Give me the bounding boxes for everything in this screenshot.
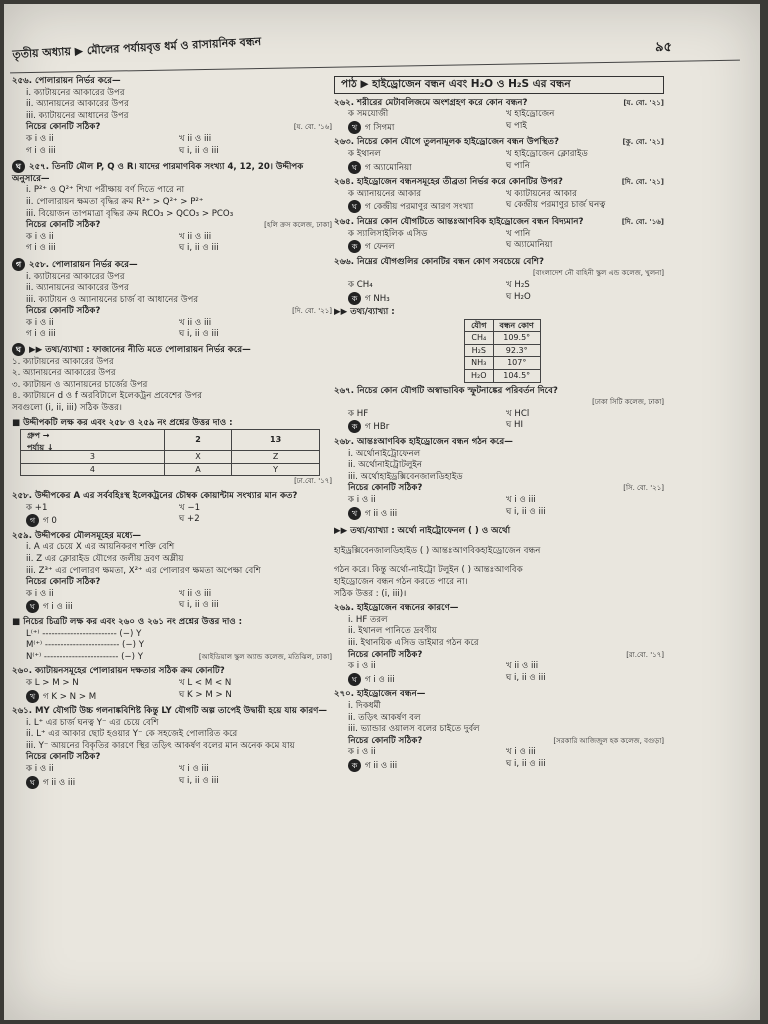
question-stem: ২৬১. MY যৌগটি উচ্চ গলনাঙ্কবিশিষ্ট কিন্তু LY যৌগটি অল্প তাপেই উদ্বায়ী হয়ে যায় কারণ—: [12, 706, 327, 717]
explanation: [12, 343, 332, 415]
question-262: [12, 706, 332, 789]
question-268: [334, 386, 664, 434]
left-column: [12, 76, 332, 792]
stimulus-title: ■ উদ্দীপকটি লক্ষ কর এবং ২৫৮ ও ২৫৯ নং প্রশ্নের উত্তর দাও :: [12, 417, 233, 428]
option[interactable]: ঘ H₂O: [506, 291, 531, 302]
prompt: নিচের কোনটি সঠিক?: [26, 752, 101, 763]
page-number: ৯৫: [655, 40, 672, 55]
option[interactable]: গ i ও iii: [26, 243, 56, 254]
statement: ii. Z এর ক্লোরাইড যৌগের জলীয় দ্রবণ অম্লীয়: [26, 553, 184, 564]
option: গ কেন্দ্রীয় পরমাণুর আরণ সংখ্যা: [365, 202, 474, 213]
answer-badge: ক: [348, 420, 361, 433]
source-line: [334, 397, 664, 409]
options: [334, 409, 664, 434]
option: গ NH₃: [365, 293, 390, 304]
option[interactable]: খ −1: [179, 502, 201, 513]
element-cell: Z: [232, 451, 320, 464]
source-line: [334, 268, 664, 280]
table-row: [465, 357, 541, 370]
option[interactable]: খ L < M < N: [179, 677, 232, 688]
option[interactable]: খ হাইড্রোজেন ক্লোরাইড: [506, 148, 588, 159]
statement: iii. Y⁻ আয়নের বিকৃতির কারণে স্থির তড়িৎ আকর্ষণ বলের মান অনেক কমে যায়: [26, 740, 295, 751]
option: গ ফেনল: [365, 242, 395, 253]
question-stem-line: [12, 258, 332, 272]
statement: ii. তড়িৎ আকর্ষণ বল: [348, 712, 421, 723]
answer-badge: ক: [348, 292, 361, 305]
option-with-answer[interactable]: [26, 776, 179, 790]
table-header: বন্ধন কোণ: [493, 319, 540, 332]
question-stem: ২৫৮. উদ্দীপকের A এর সর্ববহিঃস্থ ইলেকট্রনের চৌম্বক কোয়ান্টাম সংখ্যার মান কত?: [12, 491, 298, 501]
prompt-line: [334, 736, 664, 748]
stimulus-table-block: [12, 418, 332, 488]
option[interactable]: ঘ অ্যামোনিয়া: [506, 240, 553, 251]
option[interactable]: খ i ও iii: [179, 764, 209, 775]
answer-badge: ঘ: [12, 160, 25, 173]
option[interactable]: ক সমযোজী: [348, 109, 389, 120]
question-stem: ২৬৩. নিচের কোন যৌগে তুলনামূলক হাইড্রোজেন বন্ধন উপস্থিত?: [334, 137, 559, 148]
prompt: নিচের কোনটি সঠিক?: [26, 306, 101, 317]
statement: i. A এর চেয়ে X এর আয়নিকরণ শক্তি বেশি: [26, 542, 175, 553]
options: [12, 764, 332, 789]
option: গ ii ও iii: [43, 777, 76, 788]
option[interactable]: ঘ K > M > N: [179, 689, 232, 700]
question-stem: ২৬৪. হাইড্রোজেন বন্ধনসমূহের তীব্রতা নির্ভর করে কোনটির উপর?: [334, 177, 563, 188]
option[interactable]: ক i ও ii: [26, 764, 54, 775]
answer-badge: ক: [348, 759, 361, 772]
option[interactable]: ক স্যালিসাইলিক এসিড: [348, 228, 428, 239]
option[interactable]: ক ইথানল: [348, 148, 381, 159]
options: [334, 661, 664, 686]
option[interactable]: ক i ও ii: [348, 747, 376, 758]
option[interactable]: ক HF: [348, 408, 369, 419]
prompt: নিচের কোনটি সঠিক?: [348, 649, 423, 660]
question-stem: ২৬৬. নিম্নের যৌগগুলির কোনটির বন্ধন কোণ সবচেয়ে বেশি?: [334, 256, 544, 267]
option[interactable]: খ H₂S: [506, 279, 530, 290]
explanation-line: ▶▶ তথ্য/ব্যাখ্যা : অর্থো নাইট্রোফেনল ( ) ও অর্থো: [334, 526, 511, 537]
compound-cell: H₂O: [465, 370, 494, 383]
option: গ অ্যামোনিয়া: [365, 162, 412, 173]
section-banner: পাঠ ▶ হাইড্রোজেন বন্ধন এবং H₂O ও H₂S এর বন্ধন: [334, 76, 664, 94]
option[interactable]: ঘ +2: [179, 514, 200, 525]
option-with-answer[interactable]: [26, 690, 179, 704]
group-label: গ্রুপ →: [27, 431, 50, 441]
option: গ i ও iii: [365, 674, 395, 685]
statement: ii. L⁺ এর আকার ছোট হওয়ার Y⁻ কে সহজেই পোলারিত করে: [26, 729, 238, 740]
prompt-line: [334, 483, 664, 495]
question-261: [12, 666, 332, 703]
option-with-answer[interactable]: [348, 673, 506, 687]
option[interactable]: ঘ i, ii ও iii: [506, 758, 546, 769]
option[interactable]: খ i ও iii: [506, 495, 536, 505]
table-header: যৌগ: [465, 319, 494, 332]
statement: iii. অর্থোহাইড্রক্সিবেনজালডিহাইড: [348, 471, 463, 482]
statement: i. ক্যাটায়নের আকারের উপর: [26, 87, 125, 98]
option: গ HBr: [365, 422, 390, 433]
group-period-header: [21, 430, 165, 451]
compound-cell: CH₄: [465, 332, 494, 345]
statement: iii. ইথানয়িক এসিড ডাইমার গঠন করে: [348, 637, 479, 648]
statement: i. L⁺ এর চার্জ ঘনত্ব Y⁻ এর চেয়ে বেশি: [26, 717, 159, 728]
source-tag: [য. বো. '১৬]: [293, 123, 332, 132]
option[interactable]: খ ii ও iii: [179, 133, 212, 144]
option[interactable]: ক অ্যানায়নের আকার: [348, 188, 422, 199]
option[interactable]: খ হাইড্রোজেন: [506, 109, 555, 120]
chapter-header: তৃতীয় অধ্যায় ▶ মৌলের পর্যায়বৃত্ত ধর্ম ও রাসায়নিক বন্ধন: [12, 34, 262, 61]
explanation-line: গঠন করে। কিন্তু অর্থো-নাইট্রো টলুইন ( ) আন্তঃআণবিক: [334, 565, 523, 576]
book-page: [4, 4, 760, 1020]
question-stem: ২৬৭. নিচের কোন যৌগটি অস্বাভাবিক স্ফুটনাঙ্কের পরিবর্তন দিবে?: [334, 385, 558, 396]
element-cell: A: [164, 463, 232, 476]
explanation-line: ৪. ক্যাটায়নে d ও f অরবিটালে ইলেকট্রন প্রবেশের উপর: [12, 391, 202, 402]
option[interactable]: ঘ i, ii ও iii: [179, 600, 219, 611]
question-256: [12, 76, 332, 157]
explanation-title: ▶▶ তথ্য/ব্যাখ্যা :: [334, 307, 395, 318]
source-tag: [য. বো. '২১]: [623, 98, 664, 107]
options: [334, 189, 664, 214]
prompt-line: [12, 220, 332, 232]
prompt-line: [12, 306, 332, 318]
explanation: [334, 526, 664, 600]
option[interactable]: ক L > M > N: [26, 677, 79, 688]
answer-badge: ঘ: [348, 673, 361, 686]
source-tag: [আইডিয়াল স্কুল অ্যান্ড কলেজ, মতিঝিল, ঢাকা]: [198, 652, 332, 661]
option-with-answer[interactable]: [348, 121, 506, 135]
option-with-answer[interactable]: [348, 200, 506, 214]
question-stem: ২৬৯. হাইড্রোজেন বন্ধনের কারণে—: [334, 603, 459, 614]
question-stem-line: [334, 217, 664, 229]
statement: ii. অ্যানায়নের আকারের উপর: [26, 283, 129, 294]
question-271: [334, 689, 664, 772]
period-cell: 3: [21, 451, 165, 464]
option[interactable]: খ ii ও iii: [506, 661, 539, 672]
options: [12, 678, 332, 703]
options: [334, 229, 664, 254]
option[interactable]: ক i ও ii: [26, 231, 54, 242]
statement: iii. ক্যাটায়নের আধানের উপর: [26, 110, 129, 121]
option[interactable]: ক i ও ii: [348, 661, 376, 672]
answer-badge: ঘ: [348, 161, 361, 174]
option-with-answer[interactable]: [348, 507, 506, 521]
explanation-head: [12, 343, 332, 357]
element-cell: X: [164, 451, 232, 464]
option[interactable]: ঘ i, ii ও iii: [179, 145, 219, 156]
question-270: [334, 603, 664, 686]
statement: ii. ইথানল পানিতে দ্রবণীয়: [348, 626, 437, 637]
answer-badge: ঘ: [26, 600, 39, 613]
answer-badge: ঘ: [26, 776, 39, 789]
compound-cell: H₂S: [465, 344, 494, 357]
answer-badge: গ: [12, 258, 25, 271]
question-267: [334, 257, 664, 383]
option[interactable]: গ i ও iii: [26, 329, 56, 340]
options: [12, 318, 332, 341]
statement: iii. Z³⁺ এর পোলারণ ক্ষমতা, X²⁺ এর পোলারণ ক্ষমতা অপেক্ষা বেশি: [26, 565, 261, 576]
right-column: [334, 76, 664, 775]
question-stem: ২৭০. হাইড্রোজেন বন্ধন—: [334, 689, 426, 700]
statement: i. P²⁺ ও Q²⁺ শিখা পরীক্ষায় বর্ণ দিতে পারে না: [26, 185, 185, 196]
option[interactable]: খ HCl: [506, 408, 530, 419]
option-with-answer[interactable]: [348, 292, 506, 306]
statement: ii. পোলারায়ন ক্ষমতা বৃদ্ধির ক্রম R²⁺ > Q²⁺ > P²⁺: [26, 196, 204, 207]
question-269: [334, 437, 664, 600]
options: [334, 280, 664, 305]
options: [12, 232, 332, 255]
statement: i. HF তরল: [348, 614, 388, 625]
source-tag: [হলি ক্রস কলেজ, ঢাকা]: [264, 221, 332, 230]
option[interactable]: ঘ পাই: [506, 120, 527, 131]
element-cell: Y: [232, 463, 320, 476]
compound-cell: NH₃: [465, 357, 494, 370]
option[interactable]: ঘ i, ii ও iii: [506, 672, 546, 683]
explanation-title: ▶▶ তথ্য/ব্যাখ্যা : ফাজানের নীতি মতে পোলারায়ন নির্ভর করে—: [29, 345, 251, 356]
option[interactable]: ক CH₄: [348, 279, 373, 290]
options: [12, 589, 332, 614]
question-258: [12, 258, 332, 415]
stimulus-line-with-source: [12, 652, 332, 664]
option[interactable]: ক i ও ii: [348, 495, 376, 505]
table-row: [465, 370, 541, 383]
option[interactable]: ঘ i, ii ও iii: [179, 243, 219, 254]
answer-badge: খ: [348, 121, 361, 134]
question-265: [334, 177, 664, 214]
group-col: 13: [232, 430, 320, 451]
table-row: [465, 344, 541, 357]
option: গ সিগমা: [365, 122, 395, 133]
question-260: [12, 531, 332, 614]
option-with-answer[interactable]: [26, 514, 179, 528]
prompt: নিচের কোনটি সঠিক?: [348, 735, 423, 746]
option-with-answer[interactable]: [348, 240, 506, 254]
source-tag: [দি. বো. '১৬]: [621, 217, 664, 226]
source-tag: [দি. বো. '২১]: [621, 178, 664, 187]
option-with-answer[interactable]: [348, 759, 506, 773]
header-rule: [10, 60, 740, 74]
explanation-line: ২. অ্যানায়নের আকারের উপর: [12, 368, 116, 379]
option[interactable]: ঘ পানি: [506, 160, 530, 171]
option[interactable]: ক i ও ii: [26, 133, 54, 144]
answer-badge: ঘ: [348, 200, 361, 213]
option[interactable]: খ ii ও iii: [179, 588, 212, 599]
stimulus-lines-block: [12, 617, 332, 663]
table-row: [465, 332, 541, 345]
option[interactable]: ঘ i, ii ও iii: [179, 775, 219, 786]
statement: i. ক্যাটায়নের আকারের উপর: [26, 271, 125, 282]
period-label: পর্যায় ↓: [27, 442, 54, 452]
question-stem: ২৫৮. পোলারায়ন নির্ভর করে—: [29, 259, 138, 270]
source-tag: [সরকারি আজিজুল হক কলেজ, বগুড়া]: [553, 736, 664, 745]
question-stem-line: [334, 98, 664, 110]
question-stem: ২৬০. ক্যাটায়নসমূহের পোলারায়ন দক্ষতার সঠিক ক্রম কোনটি?: [12, 666, 225, 677]
explanation-line: ৩. ক্যাটায়ন ও অ্যানায়নের চার্জের উপর: [12, 379, 148, 390]
option[interactable]: ঘ i, ii ও iii: [179, 329, 219, 340]
option[interactable]: গ i ও iii: [26, 145, 56, 156]
source-line: [12, 476, 332, 488]
option: গ 0: [43, 516, 57, 527]
statement: ii. অর্থোনাইট্রোটলুইন: [348, 460, 423, 471]
option[interactable]: ঘ HI: [506, 420, 524, 431]
options: [334, 149, 664, 174]
question-stem: ২৬৫. নিম্নের কোন যৌগটিতে আন্তঃআণবিক হাইড্রোজেন বন্ধন বিদ্যমান?: [334, 216, 584, 227]
option: গ ii ও iii: [365, 508, 398, 519]
options: [12, 134, 332, 157]
question-stem-line: [334, 257, 664, 269]
source-tag: [বাংলাদেশ নৌ বাহিনী স্কুল এন্ড কলেজ, খুলনা]: [532, 269, 664, 278]
statement: iii. ক্যাটায়ন ও অ্যানায়নের চার্জ বা আধানের উপর: [26, 294, 199, 305]
option-with-answer[interactable]: [348, 161, 506, 175]
statement: iii. বিয়োজন তাপমাত্রা বৃদ্ধির ক্রম RCO₃ > QCO₃ > PCO₃: [26, 208, 234, 219]
option[interactable]: ঘ কেন্দ্রীয় পরমাণুর চার্জ ঘনত্ব: [506, 200, 606, 211]
option: গ K > N > M: [43, 691, 97, 702]
source-tag: [কু. বো. '২১]: [622, 138, 664, 147]
source-tag: [রা.বো. '১৭]: [626, 650, 664, 659]
prompt-line: [12, 122, 332, 134]
stimulus-title: ■ নিচের চিত্রটি লক্ষ কর এবং ২৬০ ও ২৬১ নং প্রশ্নের উত্তর দাও :: [12, 616, 243, 627]
options: [334, 495, 664, 520]
question-stem: ২৬২. শরীরের মেটাবলিজমে অংশগ্রহণ করে কোন বন্ধন?: [334, 97, 528, 108]
options: [334, 747, 664, 772]
question-259: [12, 491, 332, 528]
explanation-line: হাইড্রক্সিবেনজালডিহাইড ( ) আন্তঃআণবিকহাইড্রোজেন বন্ধন: [334, 545, 541, 556]
answer-badge: ক: [348, 240, 361, 253]
answer-badge: খ: [26, 690, 39, 703]
stimulus-line: L⁽⁺⁾ ------------------------ (−) Y: [26, 628, 142, 639]
option[interactable]: ক +1: [26, 502, 48, 513]
question-stem-line: [334, 177, 664, 189]
answer-badge: ঘ: [12, 343, 25, 356]
prompt: নিচের কোনটি সঠিক?: [26, 577, 101, 588]
answer-badge: খ: [348, 507, 361, 520]
question-stem-line: [334, 137, 664, 149]
source-tag: [দি. বো. '২১]: [292, 307, 332, 316]
prompt: নিচের কোনটি সঠিক?: [26, 220, 101, 231]
option[interactable]: খ পানি: [506, 228, 531, 239]
question-stem: ২৬৮. আন্তঃআণবিক হাইড্রোজেন বন্ধন গঠন করে—: [334, 437, 513, 448]
options: [334, 109, 664, 134]
question-263: [334, 98, 664, 135]
answer-badge: গ: [26, 514, 39, 527]
explanation-line: হাইড্রোজেন বন্ধন গঠন করতে পারে না।: [334, 576, 468, 587]
statement: ii. অ্যানায়নের আকারের উপর: [26, 99, 129, 110]
statement: i. অর্থোনাইট্রোফেনল: [348, 448, 421, 459]
angle-cell: 107°: [493, 357, 540, 370]
source-tag: [সি. বো. '২১]: [623, 484, 664, 493]
option-with-answer[interactable]: [348, 420, 506, 434]
period-cell: 4: [21, 463, 165, 476]
options: [12, 503, 332, 528]
prompt: নিচের কোনটি সঠিক?: [26, 122, 101, 133]
question-stem: ২৫৭. তিনটি মৌল P, Q ও R। যাদের পারমাণবিক সংখ্যা 4, 12, 20। উদ্দীপক অনুসারে—: [12, 162, 304, 184]
source-tag: [ঢা.বো. '১৭]: [294, 477, 332, 486]
group-col: 2: [164, 430, 232, 451]
angle-cell: 104.5°: [493, 370, 540, 383]
explanation-line: সবগুলো (i, ii, iii) সঠিক উত্তর।: [12, 403, 122, 414]
option[interactable]: খ i ও iii: [506, 747, 536, 758]
option[interactable]: খ ii ও iii: [179, 231, 212, 242]
angle-cell: 92.3°: [493, 344, 540, 357]
option: গ i ও iii: [43, 602, 73, 613]
question-264: [334, 137, 664, 174]
explanation-line: ১. ক্যাটায়নের আকারের উপর: [12, 356, 114, 367]
angle-cell: 109.5°: [493, 332, 540, 345]
statement: i. দিকধর্মী: [348, 700, 381, 711]
question-stem: ২৫৯. উদ্দীপকের মৌলসমূহের মধ্যে—: [12, 530, 141, 541]
question-257: [12, 160, 332, 255]
option[interactable]: ক i ও ii: [26, 588, 54, 599]
option[interactable]: খ ii ও iii: [179, 317, 212, 328]
stimulus-line: N⁽⁺⁾ ------------------------ (−) Y: [26, 651, 143, 662]
prompt: নিচের কোনটি সঠিক?: [348, 483, 423, 494]
periodic-table-stimulus: [20, 429, 320, 476]
option: গ ii ও iii: [365, 760, 398, 771]
option[interactable]: ঘ i, ii ও iii: [506, 506, 546, 517]
question-stem: ২৫৬. পোলারায়ন নির্ভর করে—: [12, 76, 121, 86]
question-266: [334, 217, 664, 254]
bond-angle-table: [464, 319, 541, 383]
statement: iii. ভ্যান্ডার ওয়ালস বলের চাইতে দুর্বল: [348, 724, 480, 735]
option[interactable]: ক i ও ii: [26, 317, 54, 328]
stimulus-line: M⁽⁺⁾ ------------------------ (−) Y: [26, 640, 144, 651]
question-stem-line: [12, 160, 332, 185]
option[interactable]: খ ক্যাটায়নের আকার: [506, 188, 577, 199]
option-with-answer[interactable]: [26, 600, 179, 614]
prompt-line: [334, 650, 664, 662]
source-tag: [ঢাকা সিটি কলেজ, ঢাকা]: [592, 398, 664, 407]
explanation-line: সঠিক উত্তর : (i, iii)।: [334, 588, 407, 599]
